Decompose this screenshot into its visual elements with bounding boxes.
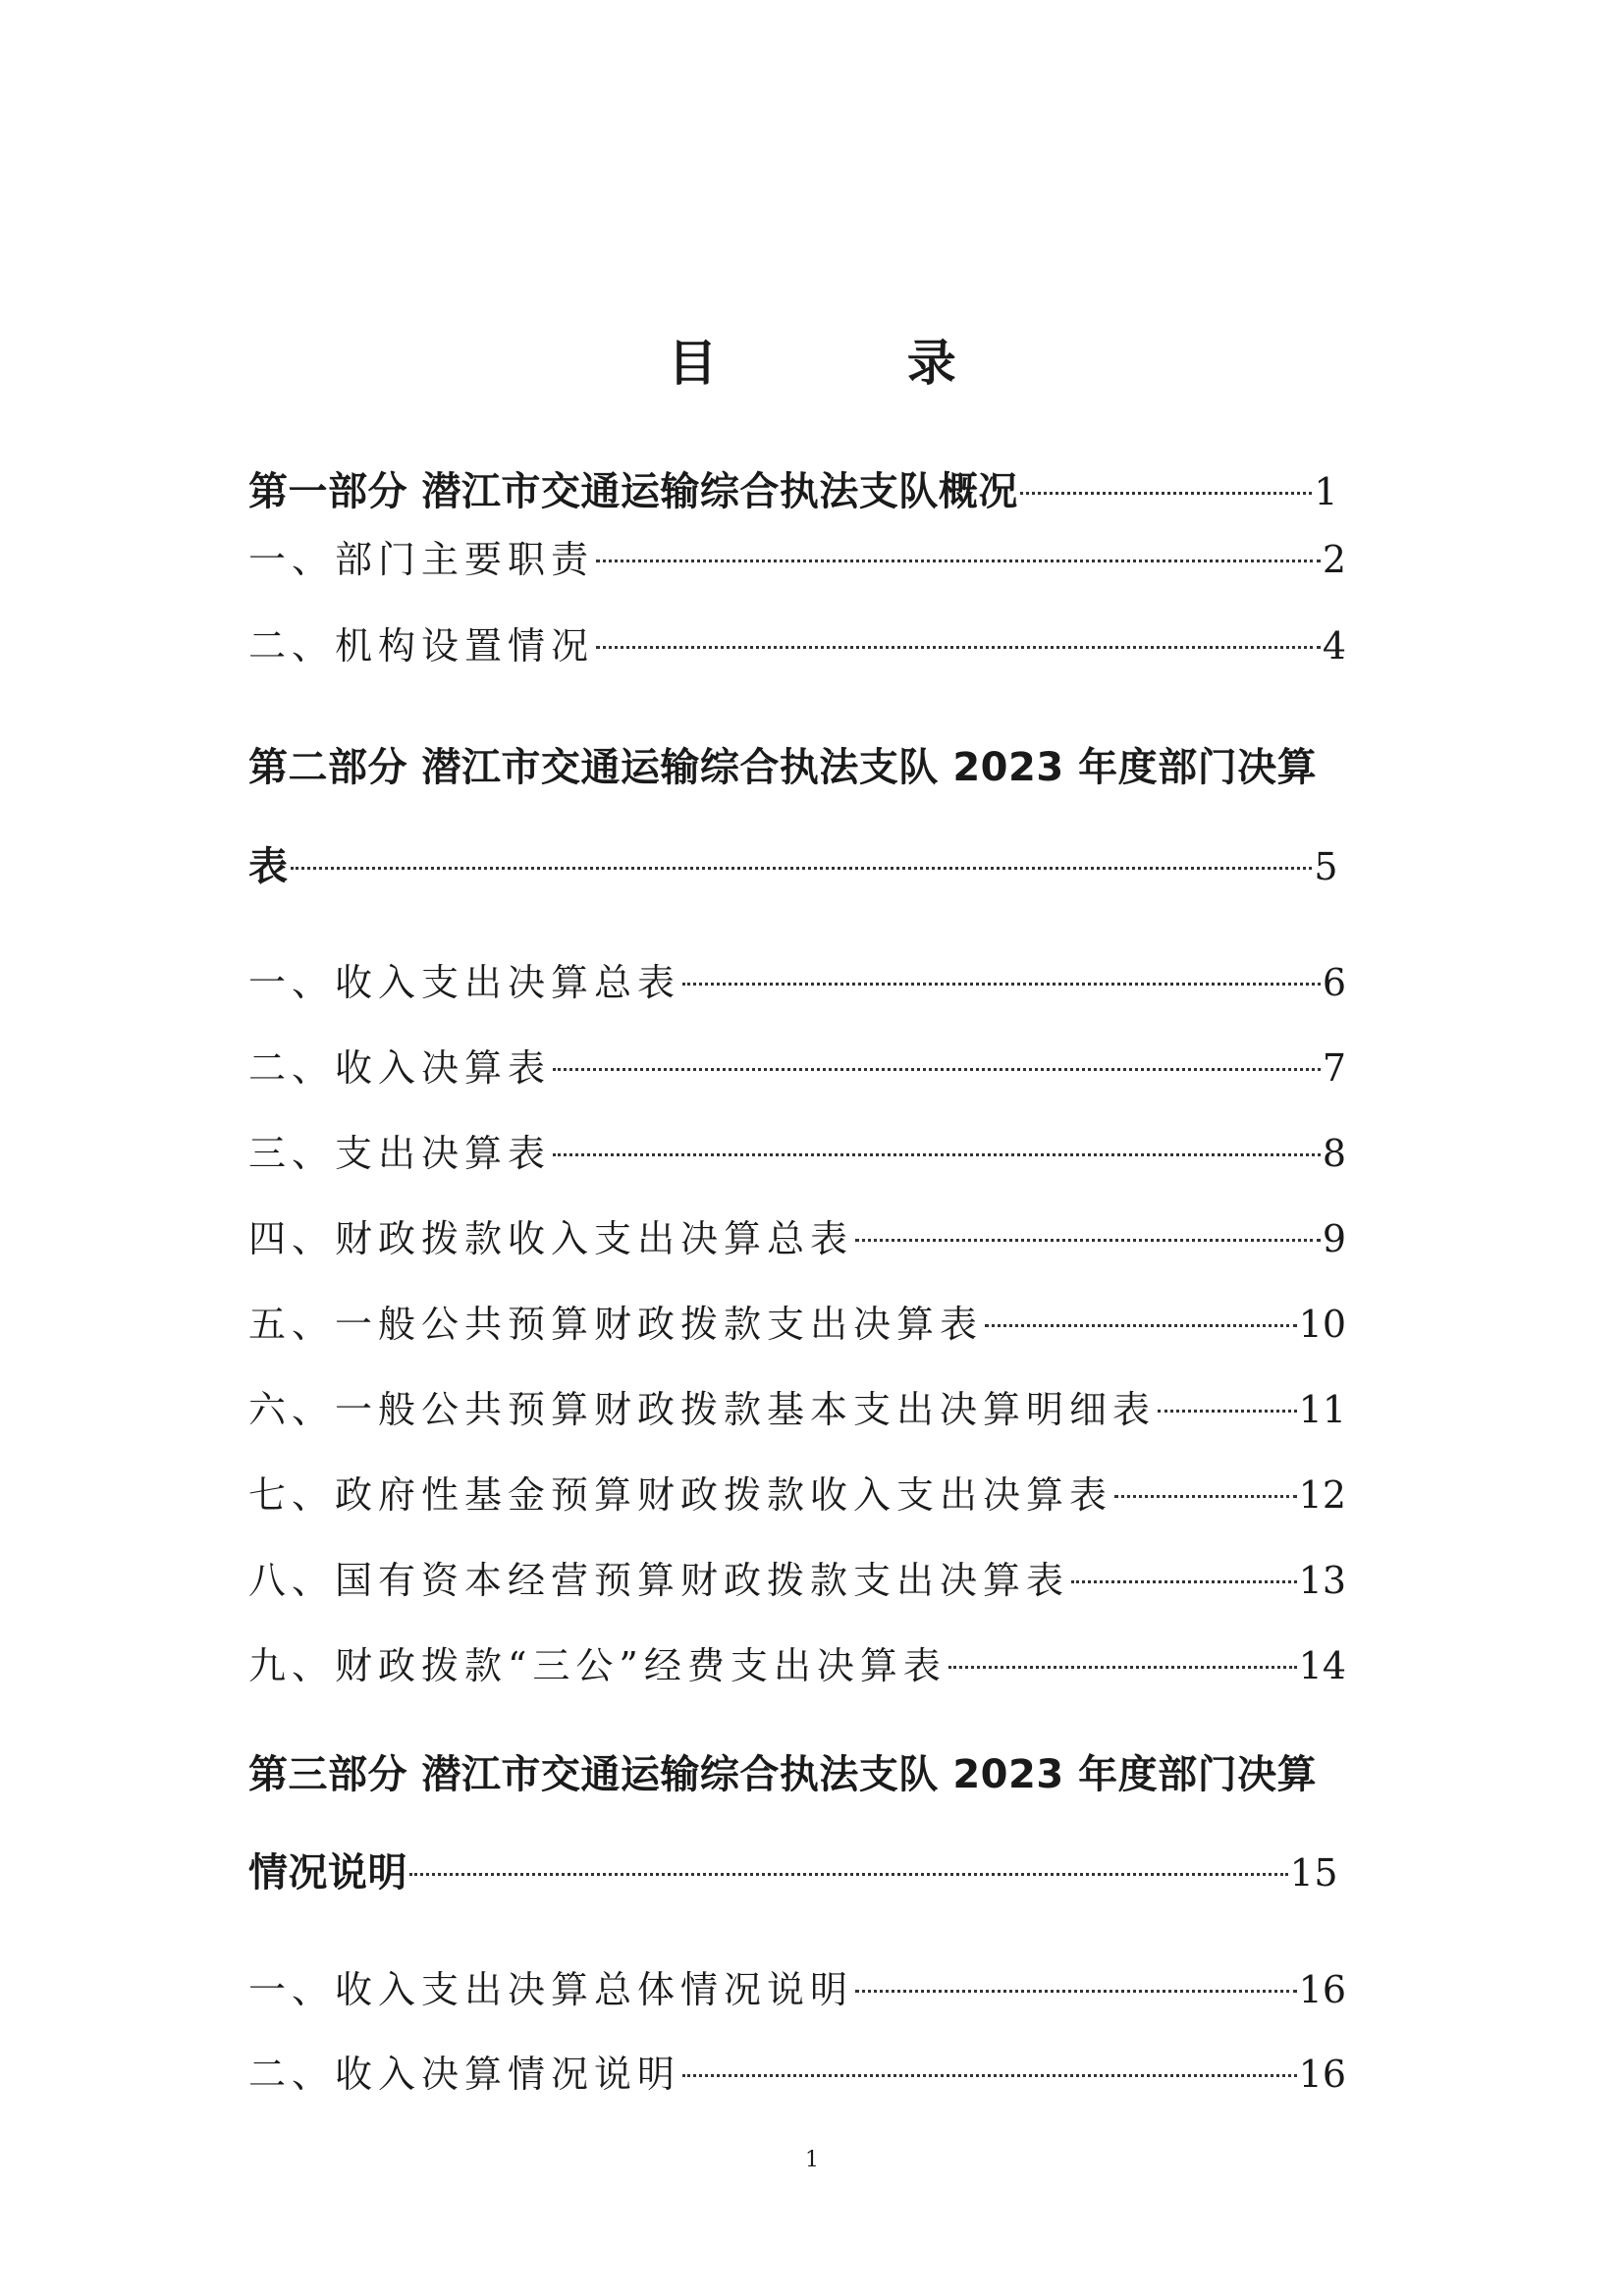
toc-item-label: 五、一般公共预算财政拨款支出决算表 bbox=[248, 1303, 984, 1346]
toc-item-page: 6 bbox=[1322, 961, 1346, 1004]
toc-part2-item[interactable] bbox=[248, 1034, 1346, 1092]
toc-part1-entry[interactable] bbox=[248, 457, 1338, 515]
toc-part2-page: 5 bbox=[1314, 845, 1338, 888]
dot-leader bbox=[985, 1290, 1297, 1337]
toc-item-page: 12 bbox=[1298, 1473, 1346, 1517]
toc-part3-entry[interactable] bbox=[248, 1839, 1338, 1896]
toc-item-page: 9 bbox=[1322, 1217, 1346, 1260]
toc-part1-label: 第一部分 潜江市交通运输综合执法支队概况 bbox=[248, 469, 1018, 514]
toc-item-page: 11 bbox=[1298, 1388, 1346, 1431]
dot-leader bbox=[855, 1955, 1297, 2002]
toc-item-page: 14 bbox=[1298, 1644, 1346, 1687]
toc-item-label: 二、收入决算情况说明 bbox=[248, 2053, 681, 2096]
toc-item-label: 九、财政拨款“三公”经费支出决算表 bbox=[248, 1644, 947, 1687]
toc-item-page: 7 bbox=[1322, 1046, 1346, 1090]
toc-part1-item[interactable] bbox=[248, 612, 1346, 669]
toc-item-label: 一、收入支出决算总体情况说明 bbox=[248, 1968, 854, 2011]
dot-leader bbox=[553, 1119, 1321, 1166]
toc-part2-item[interactable] bbox=[248, 1375, 1346, 1433]
toc-item-page: 16 bbox=[1298, 1968, 1346, 2011]
toc-item-label: 七、政府性基金预算财政拨款收入支出决算表 bbox=[248, 1473, 1113, 1517]
toc-item-label: 一、收入支出决算总表 bbox=[248, 961, 681, 1004]
toc-part3-label-line2: 情况说明 bbox=[248, 1850, 407, 1896]
toc-part2-item[interactable] bbox=[248, 1204, 1346, 1262]
toc-part3-item[interactable] bbox=[248, 2040, 1346, 2098]
toc-item-page: 16 bbox=[1298, 2053, 1346, 2096]
toc-part2-item[interactable] bbox=[248, 1119, 1346, 1177]
dot-leader bbox=[948, 1631, 1297, 1679]
toc-part2-item[interactable] bbox=[248, 948, 1346, 1006]
toc-part1-page: 1 bbox=[1314, 470, 1338, 513]
dot-leader bbox=[291, 832, 1313, 880]
dot-leader bbox=[596, 612, 1321, 659]
toc-part3-page: 15 bbox=[1289, 1851, 1338, 1895]
toc-item-page: 4 bbox=[1322, 624, 1346, 667]
toc-item-page: 10 bbox=[1298, 1303, 1346, 1346]
toc-part1-item[interactable] bbox=[248, 525, 1346, 583]
toc-part3-label-line1[interactable]: 第三部分 潜江市交通运输综合执法支队 2023 年度部门决算 bbox=[248, 1752, 1318, 1797]
toc-item-page: 8 bbox=[1322, 1132, 1346, 1175]
dot-leader bbox=[1114, 1461, 1297, 1508]
page-number: 1 bbox=[805, 2148, 819, 2172]
toc-item-label: 三、支出决算表 bbox=[248, 1132, 552, 1175]
dot-leader bbox=[1071, 1546, 1297, 1593]
dot-leader bbox=[682, 2040, 1297, 2087]
dot-leader bbox=[682, 948, 1321, 995]
toc-part2-item[interactable] bbox=[248, 1461, 1346, 1519]
toc-item-label: 六、一般公共预算财政拨款基本支出决算明细表 bbox=[248, 1388, 1157, 1431]
toc-part2-item[interactable] bbox=[248, 1546, 1346, 1604]
toc-part3-item[interactable] bbox=[248, 1955, 1346, 2013]
toc-title: 目 录 bbox=[668, 335, 1043, 392]
dot-leader bbox=[409, 1839, 1288, 1886]
toc-part2-label-line1[interactable]: 第二部分 潜江市交通运输综合执法支队 2023 年度部门决算 bbox=[248, 745, 1318, 790]
toc-item-label: 二、机构设置情况 bbox=[248, 624, 595, 667]
toc-item-page: 13 bbox=[1298, 1559, 1346, 1602]
toc-part2-entry[interactable] bbox=[248, 832, 1338, 890]
dot-leader bbox=[1158, 1375, 1297, 1422]
toc-part2-label-line2: 表 bbox=[248, 844, 289, 889]
toc-part2-item[interactable] bbox=[248, 1631, 1346, 1689]
dot-leader bbox=[855, 1204, 1321, 1252]
toc-item-label: 二、收入决算表 bbox=[248, 1046, 552, 1090]
dot-leader bbox=[1020, 457, 1312, 505]
toc-item-label: 四、财政拨款收入支出决算总表 bbox=[248, 1217, 854, 1260]
dot-leader bbox=[596, 525, 1321, 572]
toc-item-label: 一、部门主要职责 bbox=[248, 538, 595, 581]
toc-item-label: 八、国有资本经营预算财政拨款支出决算表 bbox=[248, 1559, 1070, 1602]
toc-item-page: 2 bbox=[1322, 538, 1346, 581]
toc-part2-item[interactable] bbox=[248, 1290, 1346, 1348]
dot-leader bbox=[553, 1034, 1321, 1081]
